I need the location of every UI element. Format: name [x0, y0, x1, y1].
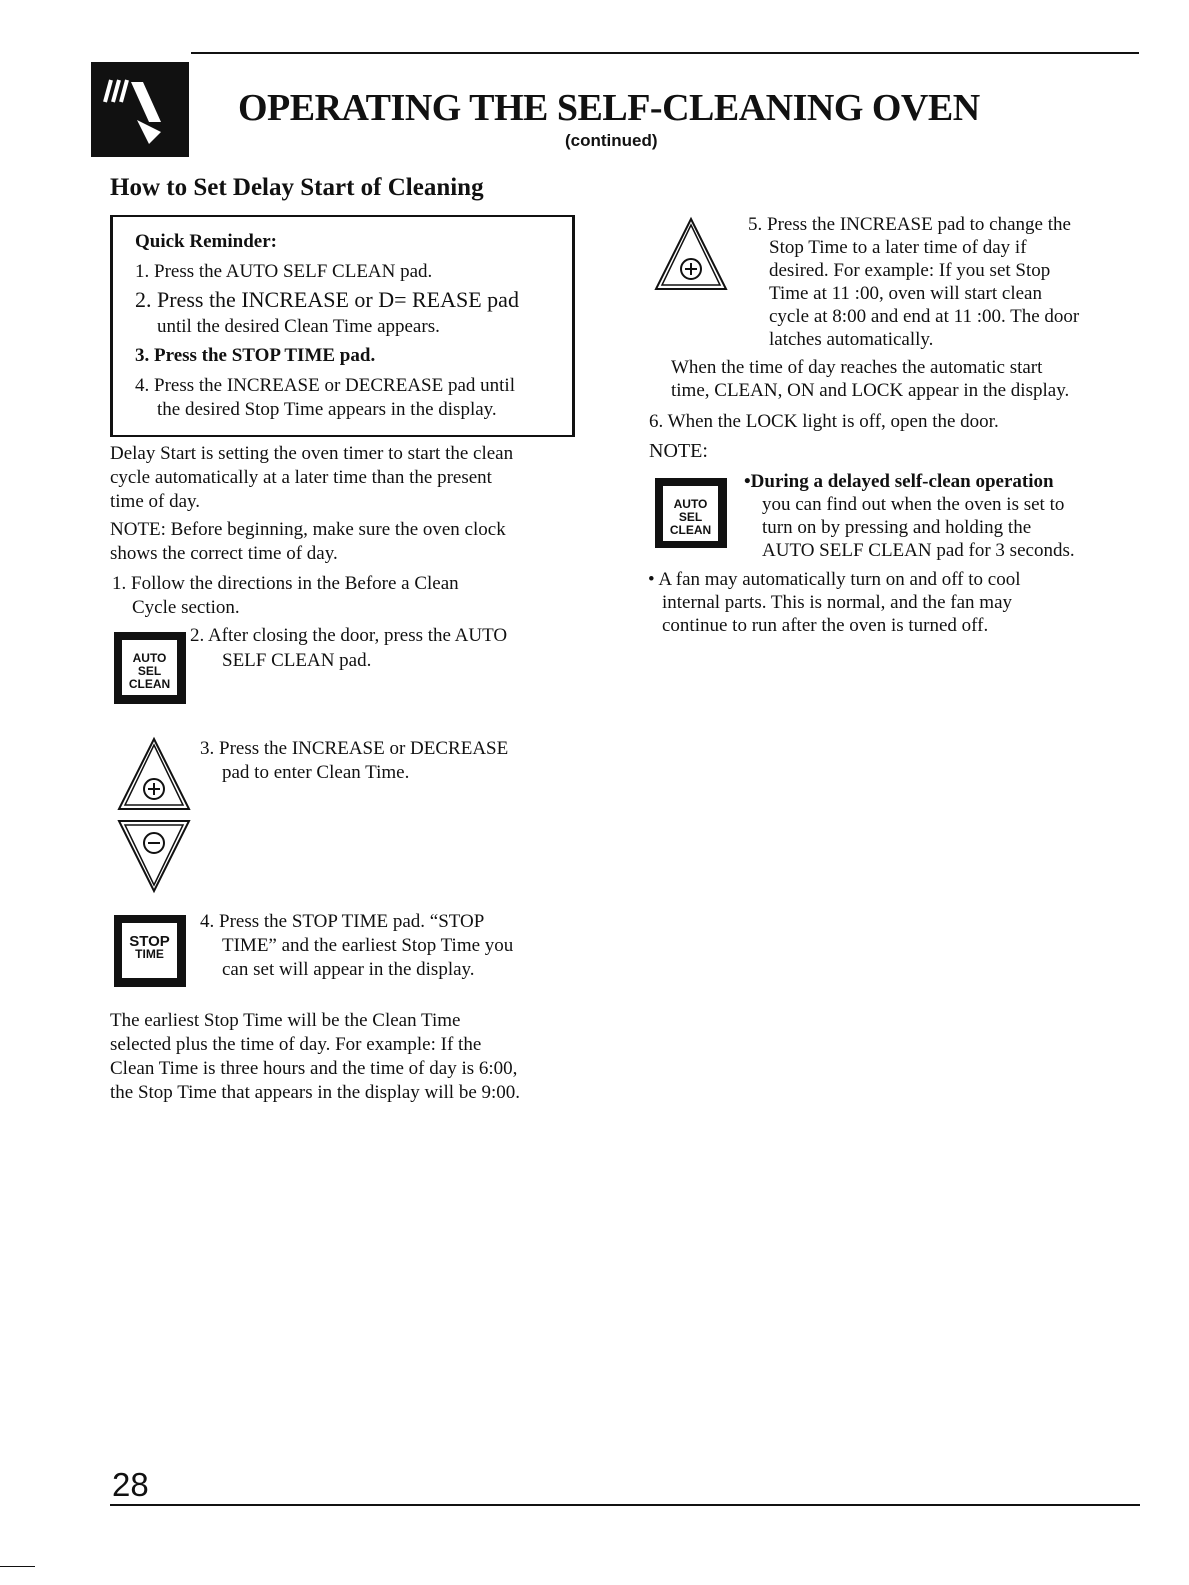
note-label: NOTE: [649, 440, 708, 462]
step-6: 6. When the LOCK light is off, open the door. [649, 411, 999, 432]
bullet-2-line-1: • A fan may automatically turn on and off to cool [648, 569, 1021, 590]
step-5-line-6: latches automatically. [769, 329, 934, 350]
page-title: OPERATING THE SELF-CLEANING OVEN [238, 87, 980, 129]
key-label-auto: AUTO SEL [132, 651, 167, 678]
bullet-2-line-2: internal parts. This is normal, and the fan may [662, 592, 1013, 613]
step-3-line-2: pad to enter Clean Time. [222, 762, 410, 783]
step-1-line-1: 1. Follow the directions in the Before a Clean [112, 573, 459, 594]
key-label-auto-2: AUTO SEL [673, 497, 708, 524]
note-para-1: NOTE: Before beginning, make sure the oven clock [110, 519, 506, 540]
step-5-line-1: 5. Press the INCREASE pad to change the [748, 214, 1071, 235]
brand-logo-icon [91, 62, 189, 157]
step-5-line-4: Time at 11 :00, oven will start clean [769, 283, 1042, 304]
bullet-1-line-3: turn on by pressing and holding the [762, 517, 1032, 538]
step-4-line-1: 4. Press the STOP TIME pad. “STOP [200, 911, 485, 932]
note-para-2: shows the correct time of day. [110, 543, 338, 564]
step-2-line-2: SELF CLEAN pad. [222, 650, 372, 671]
reminder-item-1: 1. Press the AUTO SELF CLEAN pad. [135, 261, 433, 282]
reminder-item-3: 3. Press the STOP TIME pad. [135, 345, 376, 366]
reminder-item-2: 2. Press the INCREASE or D= REASE pad [135, 287, 519, 312]
bullet-1-line-4: AUTO SELF CLEAN pad for 3 seconds. [762, 540, 1075, 561]
bullet-1-line-2: you can find out when the oven is set to [762, 494, 1065, 515]
earliest-para-3: Clean Time is three hours and the time of day is 6:00, [110, 1058, 518, 1079]
page-subtitle: (continued) [565, 131, 658, 150]
key-label-clean: CLEAN [128, 677, 171, 691]
page-number: 28 [112, 1466, 149, 1503]
step-4-line-3: can set will appear in the display. [222, 959, 475, 980]
increase-decrease-pad-icon [115, 735, 193, 895]
auto-self-clean-pad-icon-2 [655, 478, 727, 548]
bottom-rule [110, 1504, 1140, 1506]
top-rule [191, 52, 1139, 54]
delay-start-para-2: cycle automatically at a later time than the present [110, 467, 492, 488]
bullet-1-line-1: •During a delayed self-clean operation [744, 471, 1054, 492]
earliest-para-4: the Stop Time that appears in the display will be 9:00. [110, 1082, 521, 1103]
when-para-1: When the time of day reaches the automatic start [671, 357, 1043, 378]
delay-start-para-3: time of day. [110, 491, 201, 512]
increase-pad-icon [652, 215, 730, 293]
section-heading: How to Set Delay Start of Cleaning [110, 174, 484, 201]
reminder-item-2-cont: until the desired Clean Time appears. [157, 316, 440, 337]
earliest-para-2: selected plus the time of day. For example: If the [110, 1034, 482, 1055]
stop-time-pad-icon [114, 915, 186, 987]
step-5-line-5: cycle at 8:00 and end at 11 :00. The door [769, 306, 1080, 327]
auto-self-clean-pad-icon [114, 632, 186, 704]
step-3-line-1: 3. Press the INCREASE or DECREASE [200, 738, 509, 759]
corner-mark [0, 1566, 35, 1567]
key-label-clean-2: CLEAN [669, 523, 712, 537]
key-label-time: TIME [135, 947, 164, 961]
delay-start-para-1: Delay Start is setting the oven timer to start the clean [110, 443, 514, 464]
bullet-2-line-3: continue to run after the oven is turned off. [662, 615, 989, 636]
earliest-para-1: The earliest Stop Time will be the Clean Time [110, 1010, 461, 1031]
step-2-line-1: 2. After closing the door, press the AUTO [190, 625, 508, 646]
reminder-item-4-cont: the desired Stop Time appears in the display. [157, 399, 497, 420]
when-para-2: time, CLEAN, ON and LOCK appear in the display. [671, 380, 1070, 401]
step-5-line-3: desired. For example: If you set Stop [769, 260, 1051, 281]
quick-reminder-title: Quick Reminder: [135, 231, 277, 252]
reminder-item-4: 4. Press the INCREASE or DECREASE pad until [135, 375, 515, 396]
step-1-line-2: Cycle section. [132, 597, 240, 618]
step-5-line-2: Stop Time to a later time of day if [769, 237, 1027, 258]
step-4-line-2: TIME” and the earliest Stop Time you [222, 935, 514, 956]
key-label-stop: STOP [129, 933, 170, 950]
